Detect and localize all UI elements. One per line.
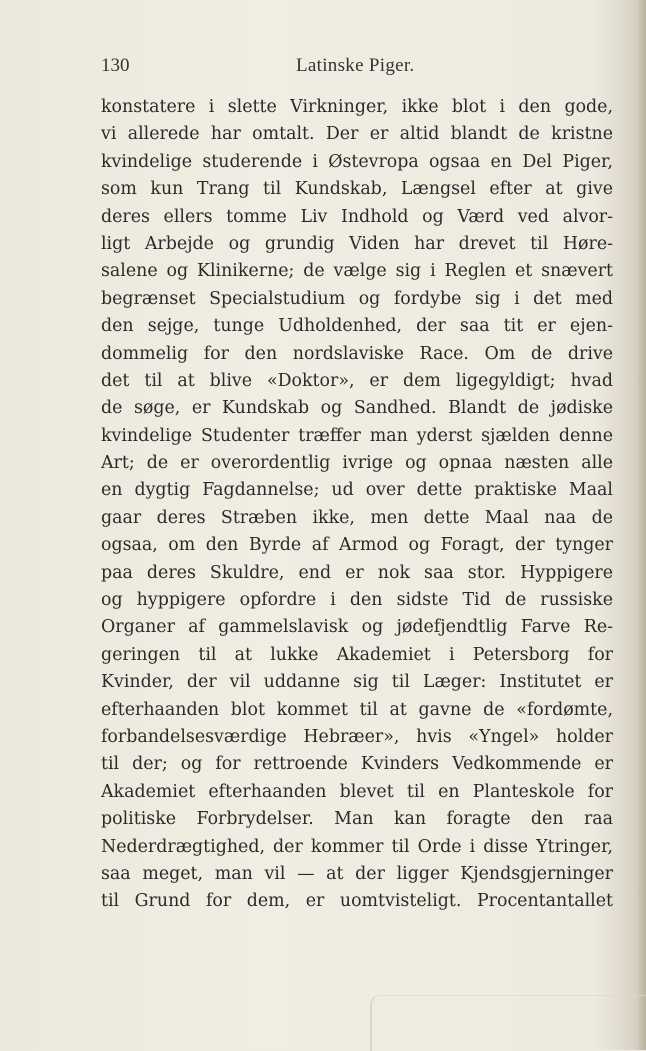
- text-line: Organer af gammelslavisk og jødefjendtlig Farve Re-: [101, 617, 613, 638]
- text-line: salene og Klinikerne; de vælge sig i Reglen et snævert: [101, 261, 613, 282]
- text-line: Nederdrægtighed, der kommer til Orde i disse Ytringer,: [101, 836, 613, 857]
- text-line: kvindelige studerende i Østevropa ogsaa en Del Piger,: [101, 151, 613, 172]
- text-line: begrænset Specialstudium og fordybe sig i det med: [101, 288, 613, 309]
- text-line: geringen til at lukke Akademiet i Petersborg for: [101, 644, 613, 665]
- text-line: Akademiet efterhaanden blevet til en Planteskole for: [101, 781, 613, 802]
- text-line: den sejge, tunge Udholdenhed, der saa tit er ejen-: [101, 316, 613, 337]
- text-line: deres ellers tomme Liv Indhold og Værd ved alvor-: [101, 206, 613, 227]
- text-line: Art; de er overordentlig ivrige og opnaa næsten alle: [101, 453, 613, 474]
- text-line: kvindelige Studenter træffer man yderst sjælden denne: [101, 425, 613, 446]
- text-line: Kvinder, der vil uddanne sig til Læger: Institutet er: [101, 672, 613, 693]
- text-line: paa deres Skuldre, end er nok saa stor. Hyppigere: [101, 562, 613, 583]
- text-line: ogsaa, om den Byrde af Armod og Foragt, der tynger: [101, 535, 613, 556]
- text-line: dommelig for den nordslaviske Race. Om de drive: [101, 343, 613, 364]
- text-line: det til at blive «Doktor», er dem ligegyldigt; hvad: [101, 370, 613, 391]
- page-number: 130: [101, 55, 130, 76]
- text-line: som kun Trang til Kundskab, Længsel efter at give: [101, 179, 613, 200]
- body-text: [101, 94, 613, 916]
- text-line: vi allerede har omtalt. Der er altid blandt de kristne: [101, 124, 613, 145]
- page-edge-shadow: [638, 0, 646, 1050]
- text-line: til Grund for dem, er uomtvisteligt. Procentantallet: [101, 891, 613, 912]
- text-line: saa meget, man vil — at der ligger Kjendsgjerninger: [101, 863, 613, 884]
- text-line: forbandelsesværdige Hebræer», hvis «Yngel» holder: [101, 726, 613, 747]
- text-line: ligt Arbejde og grundig Viden har drevet til Høre-: [101, 233, 613, 254]
- text-line: gaar deres Stræben ikke, men dette Maal naa de: [101, 507, 613, 528]
- text-line: de søge, er Kundskab og Sandhed. Blandt de jødiske: [101, 398, 613, 419]
- text-line: efterhaanden blot kommet til at gavne de «fordømte,: [101, 699, 613, 720]
- text-line: politiske Forbrydelser. Man kan foragte den raa: [101, 809, 613, 830]
- text-line: til der; og for rettroende Kvinders Vedkommende er: [101, 754, 613, 775]
- text-line: og hyppigere opfordre i den sidste Tid de russiske: [101, 590, 613, 611]
- page-corner-mark: [370, 995, 646, 1051]
- text-line: en dygtig Fagdannelse; ud over dette praktiske Maal: [101, 480, 613, 501]
- text-line: konstatere i slette Virkninger, ikke blot i den gode,: [101, 97, 613, 117]
- running-title: Latinske Piger.: [296, 55, 415, 76]
- page-header: [101, 55, 616, 83]
